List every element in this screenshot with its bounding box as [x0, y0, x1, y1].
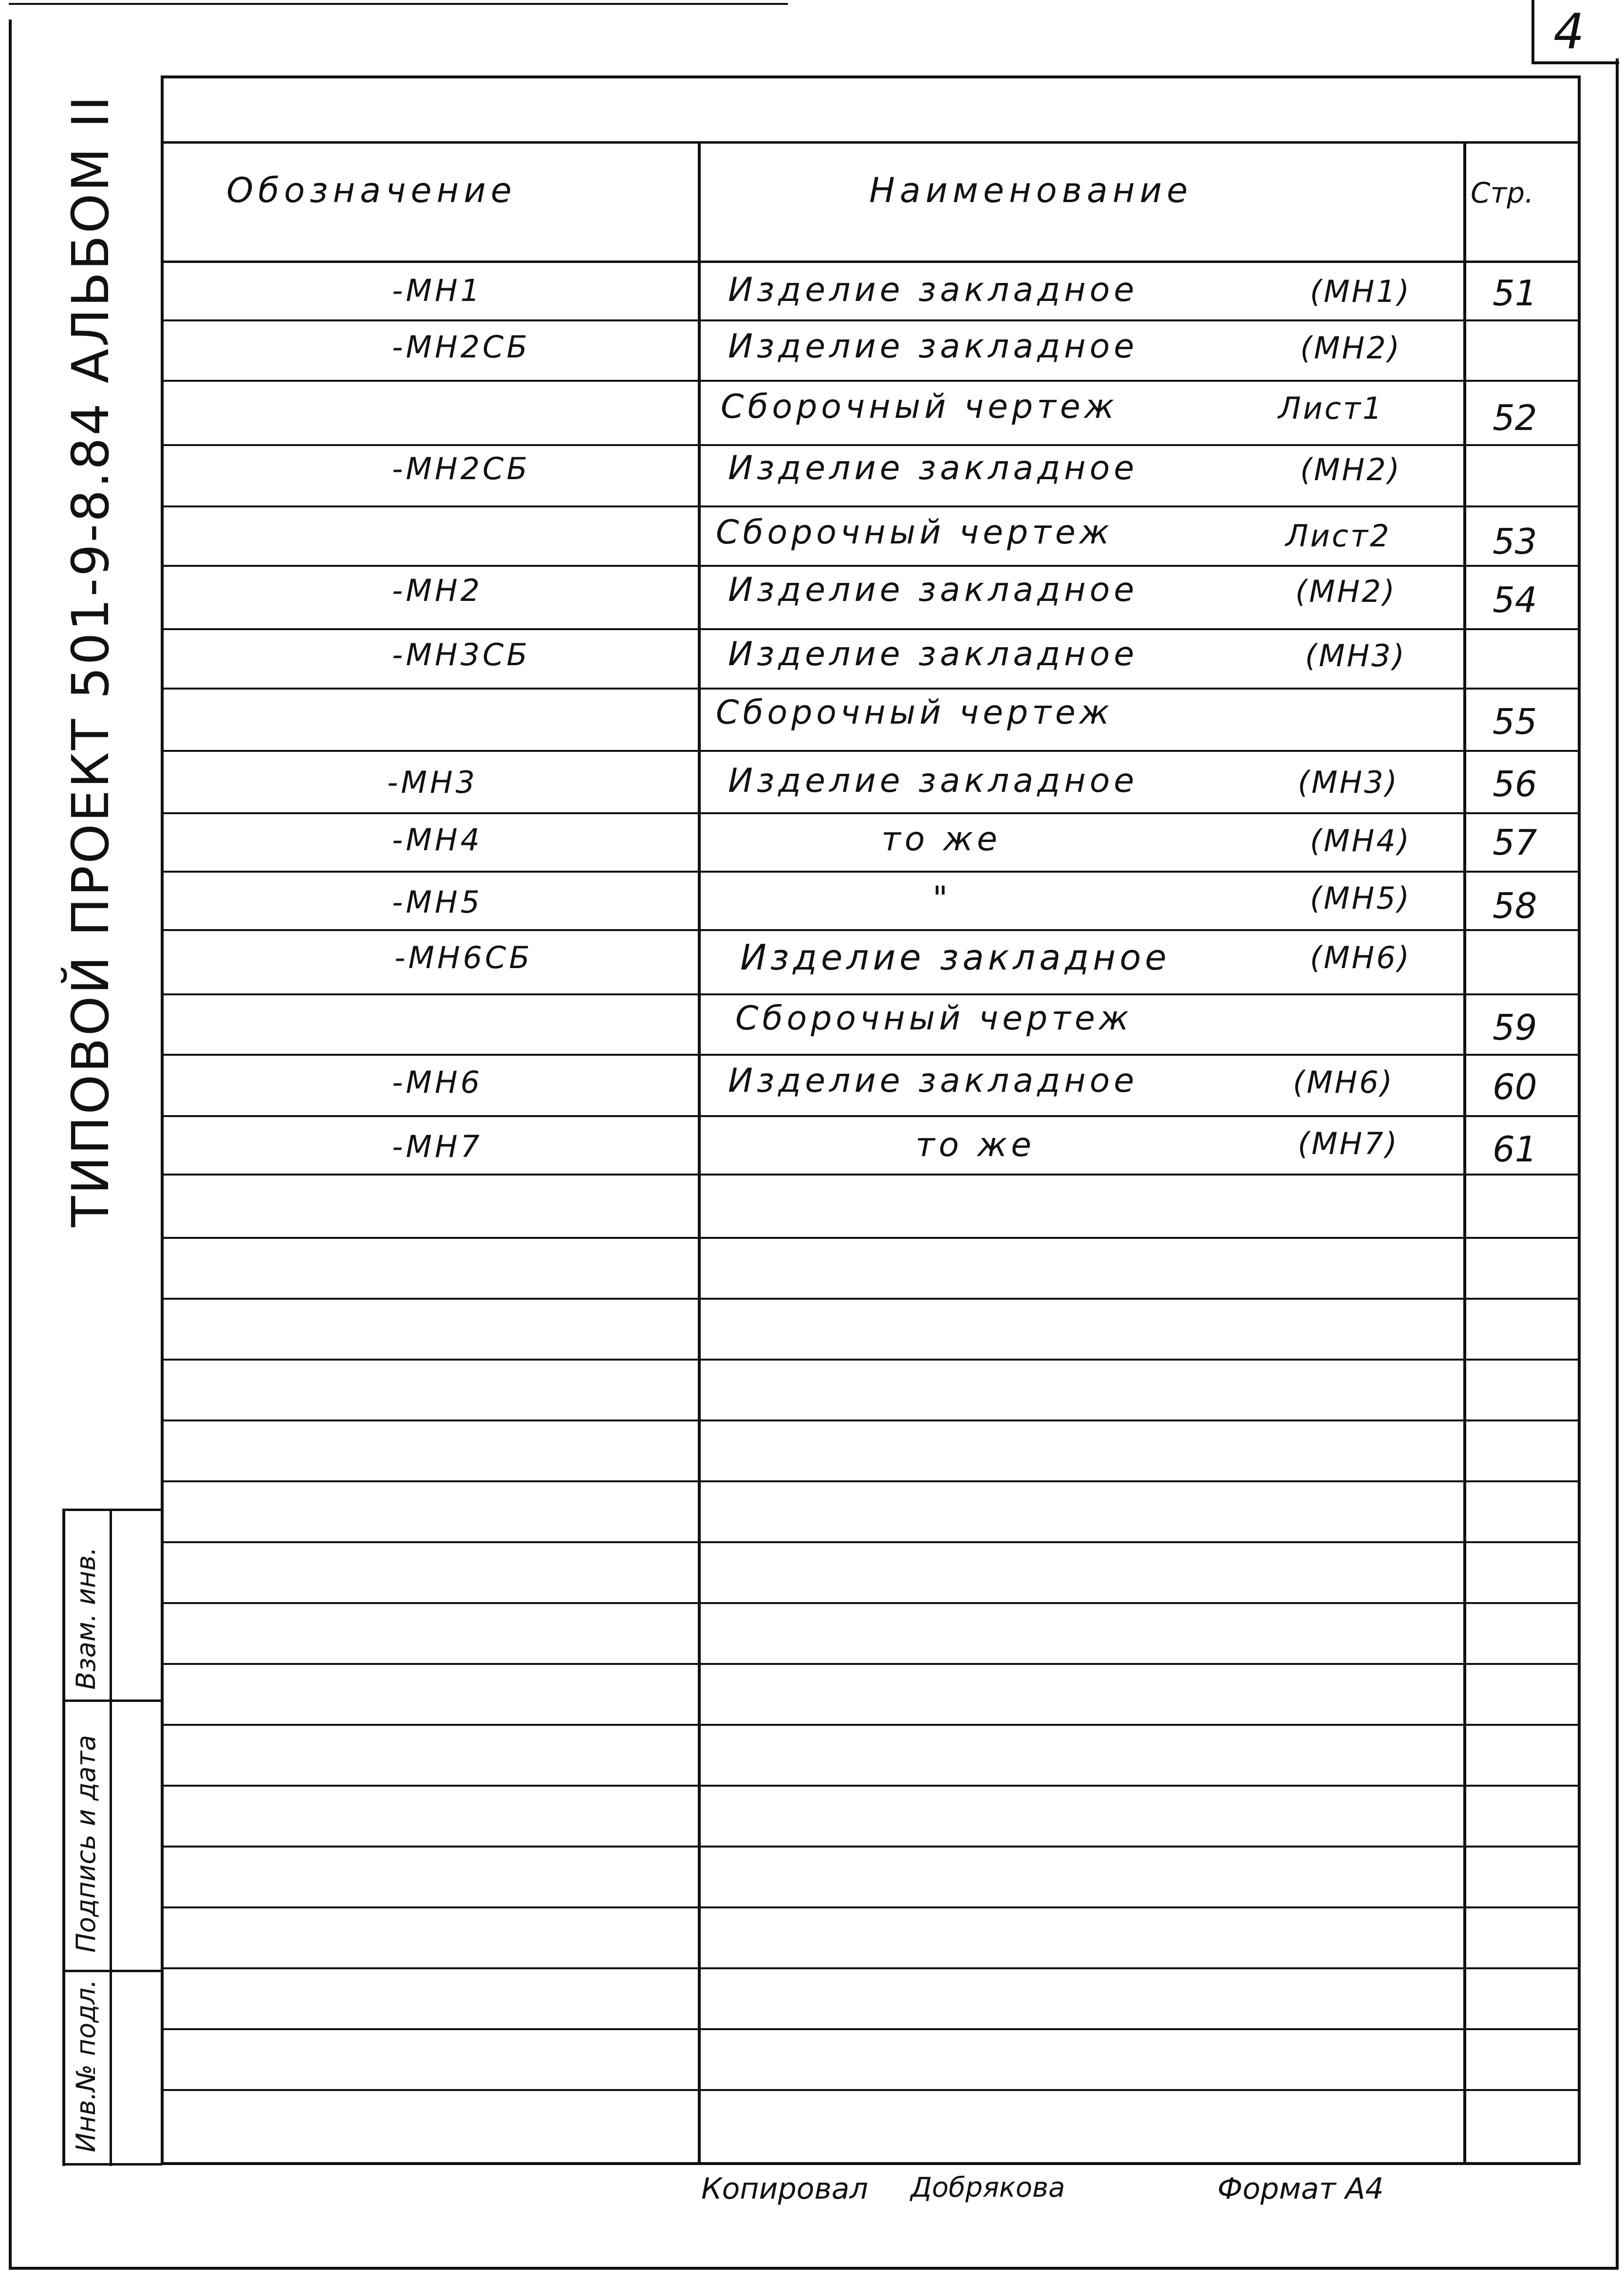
- table-border-top: [161, 75, 1580, 78]
- table-border-right: [1578, 75, 1581, 2165]
- row-page: 60: [1493, 1066, 1537, 1107]
- row-designation: -МН2: [392, 573, 483, 608]
- row-name: Изделие закладное: [728, 1062, 1138, 1100]
- row-code: (МН6): [1293, 1064, 1394, 1100]
- row-page: 51: [1493, 273, 1537, 314]
- row-separator-line: [161, 380, 1580, 382]
- row-page: 61: [1493, 1129, 1537, 1170]
- row-separator-line: [161, 929, 1580, 931]
- row-separator-line: [161, 505, 1580, 507]
- row-name: Изделие закладное: [728, 449, 1138, 487]
- row-name: то же: [881, 820, 1001, 859]
- row-separator-line: [161, 993, 1580, 995]
- stamp-vzam-inv: Взам. инв.: [71, 1547, 101, 1690]
- row-code: (МН6): [1310, 940, 1411, 975]
- row-code: (МН1): [1310, 274, 1411, 309]
- row-separator-line: [161, 444, 1580, 446]
- sheet-number-box-left: [1531, 0, 1534, 63]
- row-designation: -МН3: [387, 765, 478, 800]
- row-separator-line: [161, 2089, 1580, 2091]
- stamp-mid-line: [110, 1509, 112, 2166]
- row-name: Сборочный чертеж: [721, 388, 1118, 426]
- row-name: Изделие закладное: [728, 571, 1138, 609]
- row-page: 59: [1493, 1007, 1537, 1048]
- row-code: (МН2): [1295, 574, 1397, 609]
- row-code: (МН3): [1298, 765, 1399, 800]
- row-separator-line: [161, 628, 1580, 630]
- row-separator-line: [161, 1541, 1580, 1543]
- row-separator-line: [161, 1115, 1580, 1117]
- row-separator-line: [161, 750, 1580, 752]
- stamp-divider-2: [62, 1970, 162, 1972]
- table-border-bottom: [161, 2162, 1580, 2165]
- row-separator-line: [161, 565, 1580, 567]
- row-code: (МН5): [1310, 880, 1411, 916]
- stamp-divider-1: [62, 1699, 162, 1702]
- outer-frame-left: [9, 19, 12, 2269]
- row-separator-line: [161, 871, 1580, 873]
- sheet-number: 4: [1553, 3, 1585, 60]
- row-separator-line: [161, 1174, 1580, 1176]
- header-name: Наименование: [869, 170, 1193, 210]
- footer-copier-name: Добрякова: [911, 2172, 1065, 2203]
- row-name: Изделие закладное: [728, 635, 1138, 673]
- row-separator-line: [161, 1419, 1580, 1421]
- row-separator-line: [161, 1054, 1580, 1056]
- row-page: 53: [1493, 521, 1537, 562]
- row-code: (МН4): [1310, 823, 1411, 859]
- row-designation: -МН1: [392, 273, 483, 308]
- row-page: 54: [1493, 579, 1537, 620]
- row-name: Изделие закладное: [728, 762, 1138, 800]
- stamp-top-line: [62, 1509, 162, 1511]
- row-code: (МН2): [1300, 330, 1401, 366]
- row-separator-line: [161, 2028, 1580, 2030]
- row-page: 52: [1493, 397, 1537, 438]
- outer-frame-top: [9, 3, 788, 5]
- row-designation: -МН6СБ: [394, 940, 533, 975]
- row-name: Изделие закладное: [728, 271, 1138, 309]
- row-designation: -МН6: [392, 1064, 483, 1100]
- row-separator-line: [161, 319, 1580, 321]
- row-designation: -МН3СБ: [392, 637, 530, 672]
- row-code: Лист2: [1286, 518, 1391, 554]
- row-separator-line: [161, 1846, 1580, 1848]
- row-separator-line: [161, 1967, 1580, 1969]
- footer-format: Формат А4: [1217, 2172, 1384, 2206]
- footer-copied: Копировал: [701, 2172, 868, 2206]
- row-code: (МН7): [1298, 1126, 1399, 1161]
- row-separator-line: [161, 1602, 1580, 1604]
- row-designation: -МН2СБ: [392, 451, 530, 486]
- row-name: Изделие закладное: [740, 937, 1171, 978]
- header-bottom-line: [161, 261, 1580, 263]
- row-name: Изделие закладное: [728, 327, 1138, 366]
- table-border-left: [161, 75, 164, 2165]
- row-separator-line: [161, 1724, 1580, 1726]
- row-code: (МН3): [1305, 638, 1406, 673]
- row-designation: -МН5: [392, 884, 483, 920]
- row-designation: -МН2СБ: [392, 329, 530, 365]
- stamp-signature-date: Подпись и дата: [71, 1735, 101, 1953]
- stamp-inv-podl: Инв.№ подл.: [71, 1979, 101, 2152]
- row-designation: -МН7: [392, 1129, 483, 1164]
- stamp-bottom-line: [62, 2163, 162, 2166]
- row-separator-line: [161, 1663, 1580, 1665]
- header-designation: Обозначение: [226, 170, 517, 210]
- outer-frame-right: [1616, 58, 1619, 2269]
- sheet-number-box-bottom: [1531, 61, 1619, 64]
- row-separator-line: [161, 812, 1580, 814]
- header-top-line: [161, 141, 1580, 144]
- row-separator-line: [161, 1785, 1580, 1787]
- row-code: Лист1: [1278, 391, 1384, 426]
- row-name: Сборочный чертеж: [716, 693, 1113, 732]
- row-separator-line: [161, 1298, 1580, 1300]
- row-separator-line: [161, 688, 1580, 690]
- row-page: 55: [1493, 701, 1537, 742]
- row-name: то же: [915, 1126, 1035, 1164]
- row-separator-line: [161, 1480, 1580, 1482]
- row-separator-line: [161, 1906, 1580, 1908]
- row-name: Сборочный чертеж: [716, 513, 1113, 552]
- row-separator-line: [161, 1237, 1580, 1239]
- outer-frame-bottom: [9, 2267, 1619, 2270]
- row-page: 58: [1493, 885, 1537, 926]
- row-page: 56: [1493, 764, 1537, 804]
- row-separator-line: [161, 1359, 1580, 1361]
- row-code: (МН2): [1300, 452, 1401, 487]
- side-title: ТИПОВОЙ ПРОЕКТ 501-9-8.84 АЛЬБОМ II: [61, 94, 120, 1227]
- header-page: Стр.: [1471, 176, 1534, 209]
- row-designation: -МН4: [392, 822, 483, 858]
- row-name: Сборочный чертеж: [735, 999, 1133, 1038]
- stamp-left-line: [62, 1509, 65, 2166]
- row-name: ": [933, 879, 952, 918]
- row-page: 57: [1493, 822, 1537, 863]
